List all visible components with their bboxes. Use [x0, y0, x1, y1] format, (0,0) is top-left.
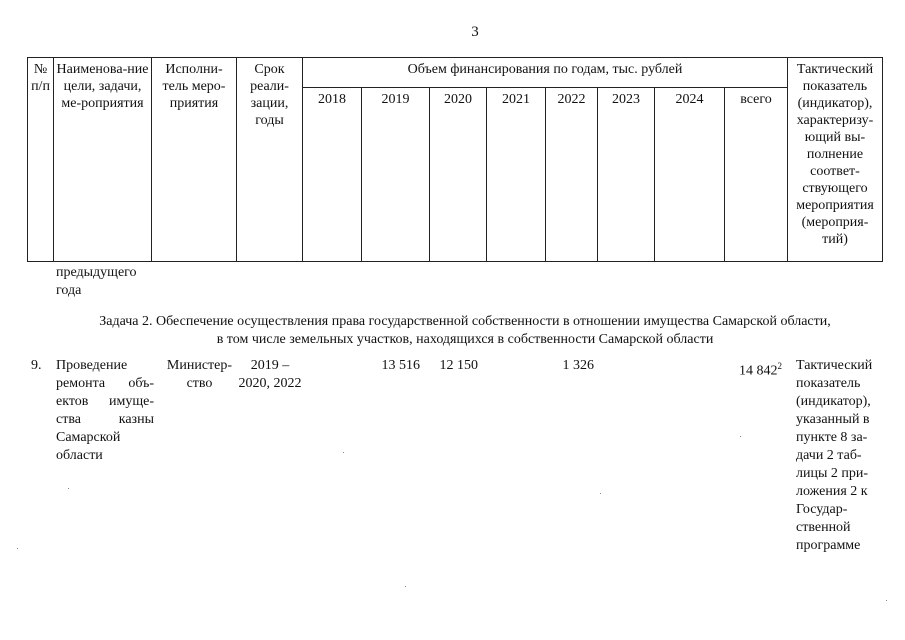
total-header: всего — [725, 88, 788, 262]
col-term-header: Срок реали-зации, годы — [237, 58, 303, 262]
value-total — [715, 357, 782, 381]
col-num-header: № п/п — [28, 58, 54, 262]
year-header: 2022 — [546, 88, 598, 262]
scan-speck — [740, 436, 741, 437]
scan-speck — [886, 600, 887, 601]
scan-speck — [405, 586, 406, 587]
year-header: 2020 — [430, 88, 487, 262]
year-header: 2018 — [303, 88, 362, 262]
page-number: 3 — [471, 24, 479, 40]
scan-speck — [343, 452, 344, 453]
header-table — [27, 57, 883, 262]
value-total-number: 14 842 — [739, 363, 778, 379]
value-2022: 1 326 — [562, 358, 594, 373]
task-title-line2: в том числе земельных участков, находящихся в собственности Самарской области — [216, 332, 714, 347]
year-header: 2023 — [598, 88, 655, 262]
scan-speck — [600, 493, 601, 494]
row-term: 2019 – 2020, 2022 — [238, 358, 302, 391]
task-title-line1: Задача 2. Обеспечение осуществления права государственной собственности в отношении имущества Самарской области, — [99, 314, 831, 329]
row-indicator: Тактический показатель (индикатор), указанный в пункте 8 за-дачи 2 таб-лицы 2 при-ложения 2 к Государ-ственной программе — [796, 358, 873, 553]
task-title — [50, 313, 880, 349]
continuation-text: предыдущего года — [56, 265, 137, 298]
scan-speck — [17, 548, 18, 549]
row-executor: Министер-ство — [166, 358, 233, 391]
scan-speck — [68, 488, 69, 489]
col-executor-header: Исполни-тель меро-приятия — [152, 58, 237, 262]
value-2020: 12 150 — [439, 358, 478, 373]
year-header: 2019 — [362, 88, 430, 262]
col-funding-header: Объем финансирования по годам, тыс. рублей — [303, 58, 788, 88]
year-header: 2021 — [487, 88, 546, 262]
value-2019: 13 516 — [381, 358, 420, 373]
col-indicator-header: Тактический показатель (индикатор), характеризу-ющий вы-полнение соответ-ствующего мероприятия (мероприя-тий) — [788, 58, 883, 262]
footnote-mark: 2 — [777, 361, 782, 371]
row-number: 9. — [31, 358, 42, 373]
year-header: 2024 — [655, 88, 725, 262]
row-name: Проведение ремонта объ-ектов имуще-ства казны Самарской области — [56, 358, 154, 463]
col-name-header: Наименова-ние цели, задачи, ме-роприятия — [54, 58, 152, 262]
